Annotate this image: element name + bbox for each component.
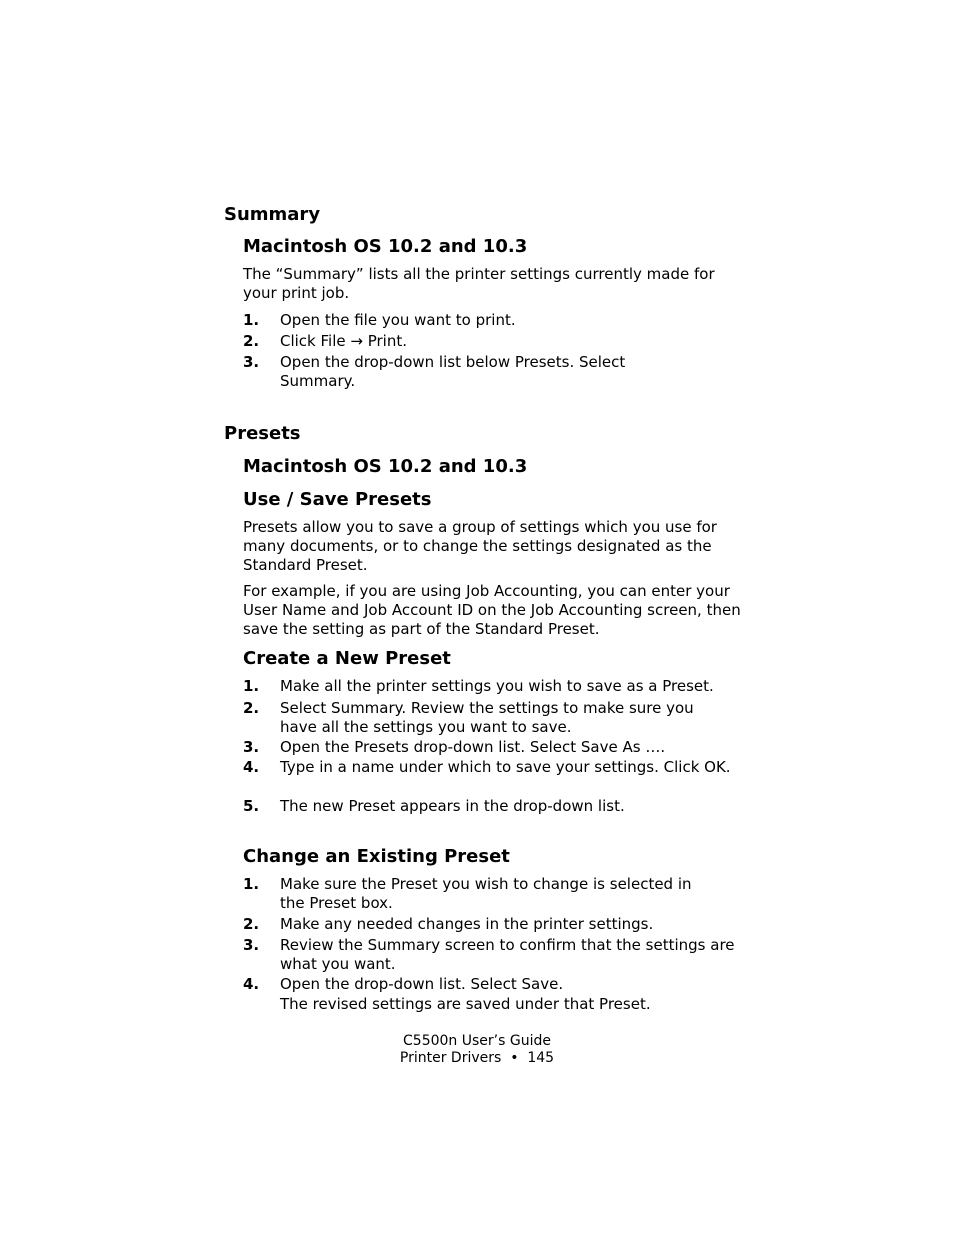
list-item-number: 3. [243, 936, 260, 954]
list-item-text: The new Preset appears in the drop-down list. [280, 797, 625, 815]
summary-intro: The “Summary” lists all the printer settings currently made for your print job. [243, 265, 715, 302]
list-item-number: 4. [243, 975, 260, 993]
note-text: The revised settings are saved under that Preset. [280, 995, 651, 1013]
list-item [243, 936, 743, 974]
list-item-number: 3. [243, 738, 260, 756]
list-item [243, 311, 743, 330]
list-item [243, 677, 743, 696]
subheading-macos-summary: Macintosh OS 10.2 and 10.3 [243, 236, 528, 257]
subheading-macos-presets: Macintosh OS 10.2 and 10.3 [243, 456, 528, 477]
subheading-use-save-presets: Use / Save Presets [243, 489, 432, 510]
list-item-number: 1. [243, 311, 260, 329]
list-item [243, 738, 743, 757]
list-item-number: 4. [243, 758, 260, 776]
list-item-text: Open the drop-down list. Select Save. [280, 975, 564, 993]
list-item [243, 797, 743, 816]
list-item [243, 332, 743, 351]
list-item-number: 5. [243, 797, 260, 815]
list-item [243, 699, 743, 737]
footer-guide-title: C5500n User’s Guide [403, 1033, 551, 1049]
list-item-number: 2. [243, 699, 260, 717]
list-item-text: Select Summary. Review the settings to make sure you have all the settings you want to save. [280, 699, 694, 736]
list-item-text: Review the Summary screen to confirm that the settings are what you want. [280, 936, 735, 973]
list-item [243, 975, 743, 994]
list-item-text: Open the file you want to print. [280, 311, 516, 329]
subheading-create-preset: Create a New Preset [243, 648, 451, 669]
list-item-number: 1. [243, 875, 260, 893]
list-item-number: 3. [243, 353, 260, 371]
list-item [243, 915, 743, 934]
list-item-text: Click File → Print. [280, 332, 407, 350]
list-item-text: Make all the printer settings you wish to save as a Preset. [280, 677, 714, 695]
list-item-number: 2. [243, 915, 260, 933]
list-item-text: Make any needed changes in the printer settings. [280, 915, 654, 933]
footer-page-info: Printer Drivers • 145 [399, 1050, 555, 1066]
list-item-number: 2. [243, 332, 260, 350]
change-preset-note [243, 995, 743, 1014]
subheading-change-preset: Change an Existing Preset [243, 846, 510, 867]
list-item-text: Open the Presets drop-down list. Select Save As …. [280, 738, 666, 756]
heading-presets: Presets [224, 423, 301, 444]
list-item [243, 758, 743, 777]
list-item [243, 353, 743, 391]
presets-paragraph-1: Presets allow you to save a group of settings which you use for many documents, or to change the settings designated as the Standard Preset. [243, 518, 717, 574]
list-item-text: Type in a name under which to save your settings. Click OK. [280, 758, 731, 776]
list-item-text: Open the drop-down list below Presets. Select Summary. [280, 353, 626, 390]
presets-paragraph-2: For example, if you are using Job Accounting, you can enter your User Name and Job Account ID on the Job Accounting screen, then save the setting as part of the Standard Preset. [243, 582, 741, 638]
list-item-number: 1. [243, 677, 260, 695]
heading-summary: Summary [224, 204, 321, 225]
list-item [243, 875, 743, 913]
list-item-text: Make sure the Preset you wish to change is selected in the Preset box. [280, 875, 692, 912]
